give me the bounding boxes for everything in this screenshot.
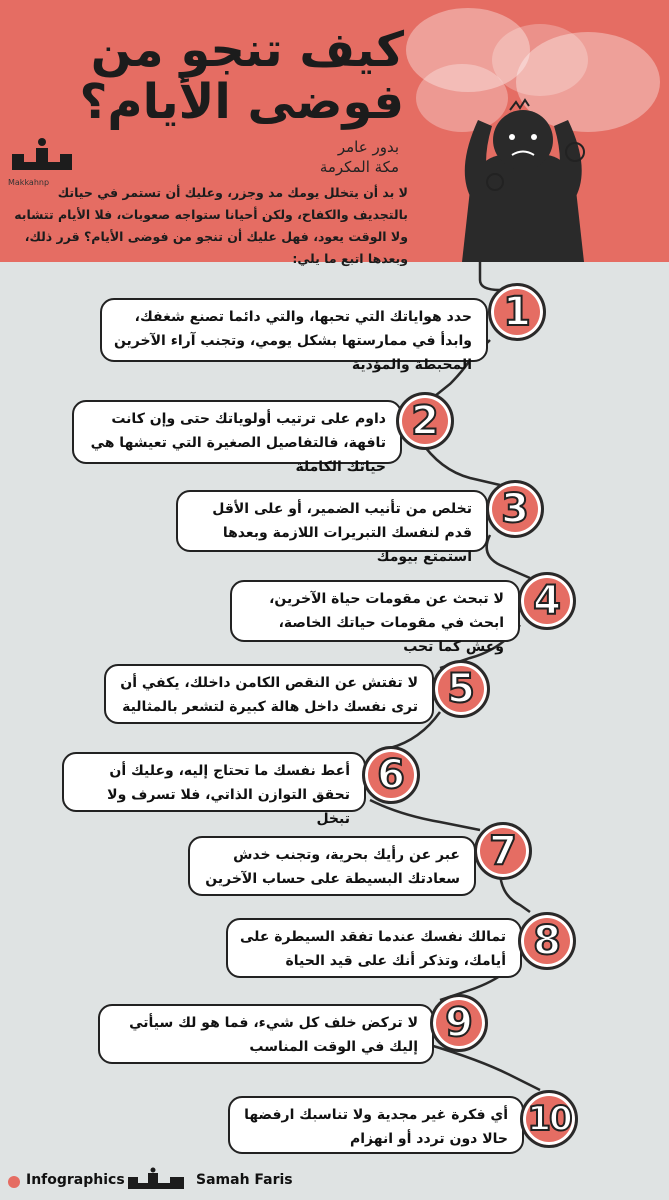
author-city: مكة المكرمة [319, 158, 399, 176]
step-card-7: عبر عن رأيك بحرية، وتجنب خدش سعادتك البسيطة على حساب الآخرين [188, 836, 476, 896]
step-card-3: تخلص من تأنيب الضمير، أو على الأقل قدم لنفسك التبريرات اللازمة وبعدها استمتع بيومك [176, 490, 488, 552]
makkah-footer-logo [126, 1167, 188, 1193]
footer-dot-icon [8, 1176, 20, 1188]
page-title-line1: كيف تنجو من [90, 22, 404, 78]
step-number-badge-5: 5 [432, 660, 490, 718]
step-number-badge-9: 9 [430, 994, 488, 1052]
footer-designer: Samah Faris [196, 1172, 293, 1188]
step-number-badge-7: 7 [474, 822, 532, 880]
step-number-badge-3: 3 [486, 480, 544, 538]
step-number-badge-2: 2 [396, 392, 454, 450]
step-card-2: داوم على ترتيب أولوياتك حتى وإن كانت تافهة، فالتفاصيل الصغيرة التي تعيشها هي حياتك الكاملة [72, 400, 402, 464]
step-card-8: تمالك نفسك عندما تفقد السيطرة على أيامك، وتذكر أنك على قيد الحياة [226, 918, 522, 978]
step-card-6: أعط نفسك ما تحتاج إليه، وعليك أن تحقق التوازن الذاتي، فلا تسرف ولا تبخل [62, 752, 366, 812]
page-title-line2: فوضى الأيام؟ [79, 74, 404, 130]
author-name: بدور عامر [337, 138, 399, 156]
footer [0, 1165, 669, 1195]
step-number-badge-8: 8 [518, 912, 576, 970]
step-card-10: أي فكرة غير مجدية ولا تناسبك ارفضها حالا دون تردد أو انهزام [228, 1096, 524, 1154]
intro-text: لا بد أن يتخلل يومك مد وجزر، وعليك أن تستمر في حياتك بالتجديف والكفاح، ولكن أحيانا ستواجه صعوبات، فلا الأيام تتشابه ولا الوقت يعود، فهل عليك أن تنجو من فوضى الأيام؟ قرر ذلك، وبعدها اتبع ما يلي: [14, 185, 408, 266]
footer-category: Infographics [26, 1172, 125, 1188]
step-card-1: حدد هواياتك التي تحبها، والتي دائما تصنع شغفك، وابدأ في ممارستها بشكل يومي، وتجنب آراء الآخرين المحبطة والمؤذية [100, 298, 488, 362]
step-number-badge-4: 4 [518, 572, 576, 630]
step-card-4: لا تبحث عن مقومات حياة الآخرين، ابحث في مقومات حياتك الخاصة، وعش كما تحب [230, 580, 520, 642]
step-number-badge-6: 6 [362, 746, 420, 804]
step-number-badge-10: 10 [520, 1090, 578, 1148]
logo-subtitle: Makkahnp [8, 178, 50, 187]
step-card-9: لا تركض خلف كل شيء، فما هو لك سيأتي إليك في الوقت المناسب [98, 1004, 434, 1064]
step-card-5: لا تفتش عن النقص الكامن داخلك، يكفي أن ترى نفسك داخل هالة كبيرة لتشعر بالمثالية [104, 664, 434, 724]
step-number-badge-1: 1 [488, 283, 546, 341]
